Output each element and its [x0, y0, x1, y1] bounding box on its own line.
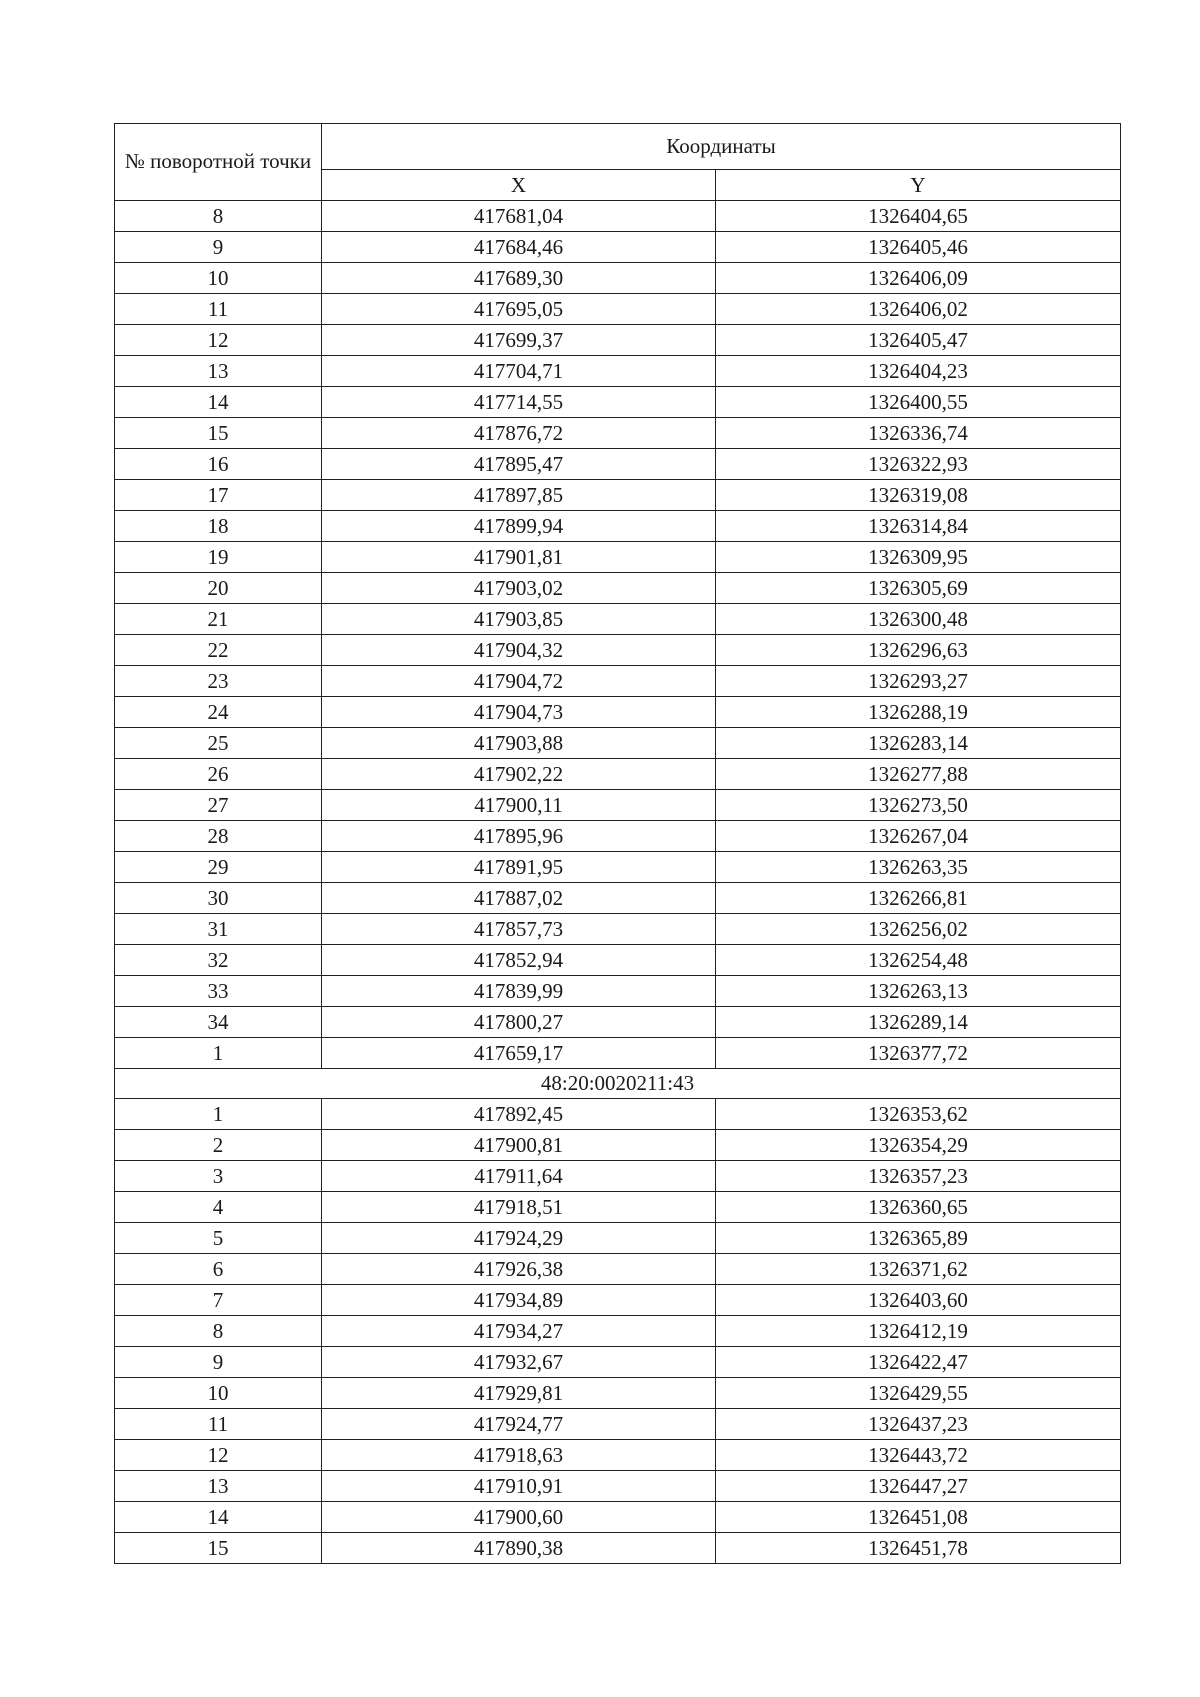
table-header-row — [115, 124, 1121, 170]
table-row — [115, 294, 1121, 325]
y-coordinate-cell: 1326443,72 — [716, 1440, 1121, 1471]
point-number-cell: 25 — [115, 728, 322, 759]
table-row — [115, 325, 1121, 356]
table-row — [115, 1192, 1121, 1223]
x-coordinate-cell: 417852,94 — [322, 945, 716, 976]
x-coordinate-cell: 417918,63 — [322, 1440, 716, 1471]
x-coordinate-cell: 417924,29 — [322, 1223, 716, 1254]
y-coordinate-cell: 1326451,08 — [716, 1502, 1121, 1533]
x-coordinate-cell: 417891,95 — [322, 852, 716, 883]
point-number-cell: 7 — [115, 1285, 322, 1316]
coordinates-table — [114, 123, 1121, 1564]
x-coordinate-cell: 417903,88 — [322, 728, 716, 759]
point-number-cell: 20 — [115, 573, 322, 604]
point-number-cell: 8 — [115, 201, 322, 232]
table-row — [115, 759, 1121, 790]
x-coordinate-cell: 417659,17 — [322, 1038, 716, 1069]
point-number-cell: 3 — [115, 1161, 322, 1192]
y-coordinate-cell: 1326266,81 — [716, 883, 1121, 914]
y-coordinate-cell: 1326263,35 — [716, 852, 1121, 883]
table-row — [115, 1533, 1121, 1564]
y-coordinate-cell: 1326422,47 — [716, 1347, 1121, 1378]
table-row — [115, 976, 1121, 1007]
x-coordinate-cell: 417901,81 — [322, 542, 716, 573]
section-label: 48:20:0020211:43 — [115, 1069, 1121, 1099]
point-number-cell: 30 — [115, 883, 322, 914]
y-coordinate-cell: 1326354,29 — [716, 1130, 1121, 1161]
table-row — [115, 1161, 1121, 1192]
y-coordinate-cell: 1326277,88 — [716, 759, 1121, 790]
x-coordinate-cell: 417902,22 — [322, 759, 716, 790]
table-row — [115, 480, 1121, 511]
y-coordinate-cell: 1326273,50 — [716, 790, 1121, 821]
point-number-cell: 12 — [115, 1440, 322, 1471]
point-number-cell: 11 — [115, 1409, 322, 1440]
point-number-cell: 11 — [115, 294, 322, 325]
y-coordinate-cell: 1326404,23 — [716, 356, 1121, 387]
table-row — [115, 1130, 1121, 1161]
table-row — [115, 573, 1121, 604]
table-row — [115, 418, 1121, 449]
table-row — [115, 1409, 1121, 1440]
x-coordinate-cell: 417892,45 — [322, 1099, 716, 1130]
y-coordinate-cell: 1326412,19 — [716, 1316, 1121, 1347]
table-row — [115, 697, 1121, 728]
table-row — [115, 821, 1121, 852]
x-coordinate-cell: 417900,81 — [322, 1130, 716, 1161]
y-coordinate-cell: 1326357,23 — [716, 1161, 1121, 1192]
table-row — [115, 945, 1121, 976]
point-number-cell: 18 — [115, 511, 322, 542]
x-coordinate-cell: 417689,30 — [322, 263, 716, 294]
point-number-cell: 22 — [115, 635, 322, 666]
x-coordinate-cell: 417900,11 — [322, 790, 716, 821]
y-coordinate-cell: 1326256,02 — [716, 914, 1121, 945]
table-row — [115, 914, 1121, 945]
y-coordinate-cell: 1326360,65 — [716, 1192, 1121, 1223]
x-coordinate-cell: 417910,91 — [322, 1471, 716, 1502]
point-number-cell: 13 — [115, 1471, 322, 1502]
table-row — [115, 1316, 1121, 1347]
y-coordinate-cell: 1326400,55 — [716, 387, 1121, 418]
y-coordinate-cell: 1326296,63 — [716, 635, 1121, 666]
point-number-cell: 27 — [115, 790, 322, 821]
table-row — [115, 1007, 1121, 1038]
point-number-cell: 16 — [115, 449, 322, 480]
y-coordinate-cell: 1326429,55 — [716, 1378, 1121, 1409]
x-coordinate-cell: 417684,46 — [322, 232, 716, 263]
table-row — [115, 263, 1121, 294]
section-row — [115, 1069, 1121, 1099]
y-coordinate-cell: 1326437,23 — [716, 1409, 1121, 1440]
x-coordinate-cell: 417714,55 — [322, 387, 716, 418]
x-coordinate-cell: 417895,96 — [322, 821, 716, 852]
x-coordinate-cell: 417895,47 — [322, 449, 716, 480]
point-number-cell: 10 — [115, 1378, 322, 1409]
table-row — [115, 201, 1121, 232]
y-coordinate-cell: 1326365,89 — [716, 1223, 1121, 1254]
point-number-cell: 34 — [115, 1007, 322, 1038]
x-coordinate-cell: 417899,94 — [322, 511, 716, 542]
table-row — [115, 1223, 1121, 1254]
table-row — [115, 1502, 1121, 1533]
y-coordinate-cell: 1326451,78 — [716, 1533, 1121, 1564]
table-row — [115, 666, 1121, 697]
point-number-cell: 31 — [115, 914, 322, 945]
x-coordinate-cell: 417681,04 — [322, 201, 716, 232]
table-row — [115, 387, 1121, 418]
table-row — [115, 1471, 1121, 1502]
point-number-cell: 5 — [115, 1223, 322, 1254]
table-row — [115, 1038, 1121, 1069]
y-coordinate-cell: 1326300,48 — [716, 604, 1121, 635]
point-number-cell: 10 — [115, 263, 322, 294]
point-number-cell: 19 — [115, 542, 322, 573]
y-coordinate-cell: 1326405,47 — [716, 325, 1121, 356]
point-number-cell: 6 — [115, 1254, 322, 1285]
y-coordinate-cell: 1326288,19 — [716, 697, 1121, 728]
table-row — [115, 1378, 1121, 1409]
table-row — [115, 1099, 1121, 1130]
header-point-number: № поворотной точки — [115, 124, 322, 201]
x-coordinate-cell: 417904,72 — [322, 666, 716, 697]
point-number-cell: 15 — [115, 1533, 322, 1564]
x-coordinate-cell: 417932,67 — [322, 1347, 716, 1378]
table-row — [115, 1347, 1121, 1378]
x-coordinate-cell: 417924,77 — [322, 1409, 716, 1440]
point-number-cell: 1 — [115, 1099, 322, 1130]
table-row — [115, 1440, 1121, 1471]
y-coordinate-cell: 1326305,69 — [716, 573, 1121, 604]
y-coordinate-cell: 1326403,60 — [716, 1285, 1121, 1316]
point-number-cell: 15 — [115, 418, 322, 449]
x-coordinate-cell: 417934,27 — [322, 1316, 716, 1347]
y-coordinate-cell: 1326406,09 — [716, 263, 1121, 294]
y-coordinate-cell: 1326283,14 — [716, 728, 1121, 759]
y-coordinate-cell: 1326293,27 — [716, 666, 1121, 697]
table-row — [115, 449, 1121, 480]
x-coordinate-cell: 417903,85 — [322, 604, 716, 635]
x-coordinate-cell: 417904,32 — [322, 635, 716, 666]
point-number-cell: 13 — [115, 356, 322, 387]
point-number-cell: 4 — [115, 1192, 322, 1223]
x-coordinate-cell: 417911,64 — [322, 1161, 716, 1192]
x-coordinate-cell: 417876,72 — [322, 418, 716, 449]
point-number-cell: 33 — [115, 976, 322, 1007]
point-number-cell: 1 — [115, 1038, 322, 1069]
point-number-cell: 9 — [115, 1347, 322, 1378]
y-coordinate-cell: 1326336,74 — [716, 418, 1121, 449]
y-coordinate-cell: 1326405,46 — [716, 232, 1121, 263]
point-number-cell: 9 — [115, 232, 322, 263]
point-number-cell: 32 — [115, 945, 322, 976]
y-coordinate-cell: 1326447,27 — [716, 1471, 1121, 1502]
point-number-cell: 14 — [115, 387, 322, 418]
x-coordinate-cell: 417918,51 — [322, 1192, 716, 1223]
point-number-cell: 14 — [115, 1502, 322, 1533]
point-number-cell: 17 — [115, 480, 322, 511]
x-coordinate-cell: 417897,85 — [322, 480, 716, 511]
y-coordinate-cell: 1326263,13 — [716, 976, 1121, 1007]
point-number-cell: 8 — [115, 1316, 322, 1347]
point-number-cell: 29 — [115, 852, 322, 883]
point-number-cell: 21 — [115, 604, 322, 635]
y-coordinate-cell: 1326353,62 — [716, 1099, 1121, 1130]
table-row — [115, 542, 1121, 573]
y-coordinate-cell: 1326371,62 — [716, 1254, 1121, 1285]
y-coordinate-cell: 1326322,93 — [716, 449, 1121, 480]
table-row — [115, 635, 1121, 666]
point-number-cell: 23 — [115, 666, 322, 697]
table-row — [115, 356, 1121, 387]
y-coordinate-cell: 1326254,48 — [716, 945, 1121, 976]
y-coordinate-cell: 1326267,04 — [716, 821, 1121, 852]
x-coordinate-cell: 417800,27 — [322, 1007, 716, 1038]
x-coordinate-cell: 417926,38 — [322, 1254, 716, 1285]
x-coordinate-cell: 417890,38 — [322, 1533, 716, 1564]
x-coordinate-cell: 417887,02 — [322, 883, 716, 914]
point-number-cell: 28 — [115, 821, 322, 852]
x-coordinate-cell: 417929,81 — [322, 1378, 716, 1409]
table-row — [115, 232, 1121, 263]
x-coordinate-cell: 417904,73 — [322, 697, 716, 728]
x-coordinate-cell: 417857,73 — [322, 914, 716, 945]
table-body — [115, 201, 1121, 1564]
x-coordinate-cell: 417934,89 — [322, 1285, 716, 1316]
table-row — [115, 790, 1121, 821]
point-number-cell: 2 — [115, 1130, 322, 1161]
x-coordinate-cell: 417699,37 — [322, 325, 716, 356]
table-row — [115, 852, 1121, 883]
point-number-cell: 24 — [115, 697, 322, 728]
y-coordinate-cell: 1326319,08 — [716, 480, 1121, 511]
y-coordinate-cell: 1326377,72 — [716, 1038, 1121, 1069]
x-coordinate-cell: 417903,02 — [322, 573, 716, 604]
header-coordinates: Координаты — [322, 124, 1121, 170]
x-coordinate-cell: 417704,71 — [322, 356, 716, 387]
x-coordinate-cell: 417900,60 — [322, 1502, 716, 1533]
table-row — [115, 883, 1121, 914]
table-row — [115, 1254, 1121, 1285]
y-coordinate-cell: 1326404,65 — [716, 201, 1121, 232]
point-number-cell: 12 — [115, 325, 322, 356]
x-coordinate-cell: 417839,99 — [322, 976, 716, 1007]
y-coordinate-cell: 1326314,84 — [716, 511, 1121, 542]
table-row — [115, 1285, 1121, 1316]
y-coordinate-cell: 1326309,95 — [716, 542, 1121, 573]
y-coordinate-cell: 1326289,14 — [716, 1007, 1121, 1038]
table-row — [115, 604, 1121, 635]
x-coordinate-cell: 417695,05 — [322, 294, 716, 325]
header-x: X — [322, 170, 716, 201]
point-number-cell: 26 — [115, 759, 322, 790]
header-y: Y — [716, 170, 1121, 201]
table-row — [115, 728, 1121, 759]
y-coordinate-cell: 1326406,02 — [716, 294, 1121, 325]
table-row — [115, 511, 1121, 542]
